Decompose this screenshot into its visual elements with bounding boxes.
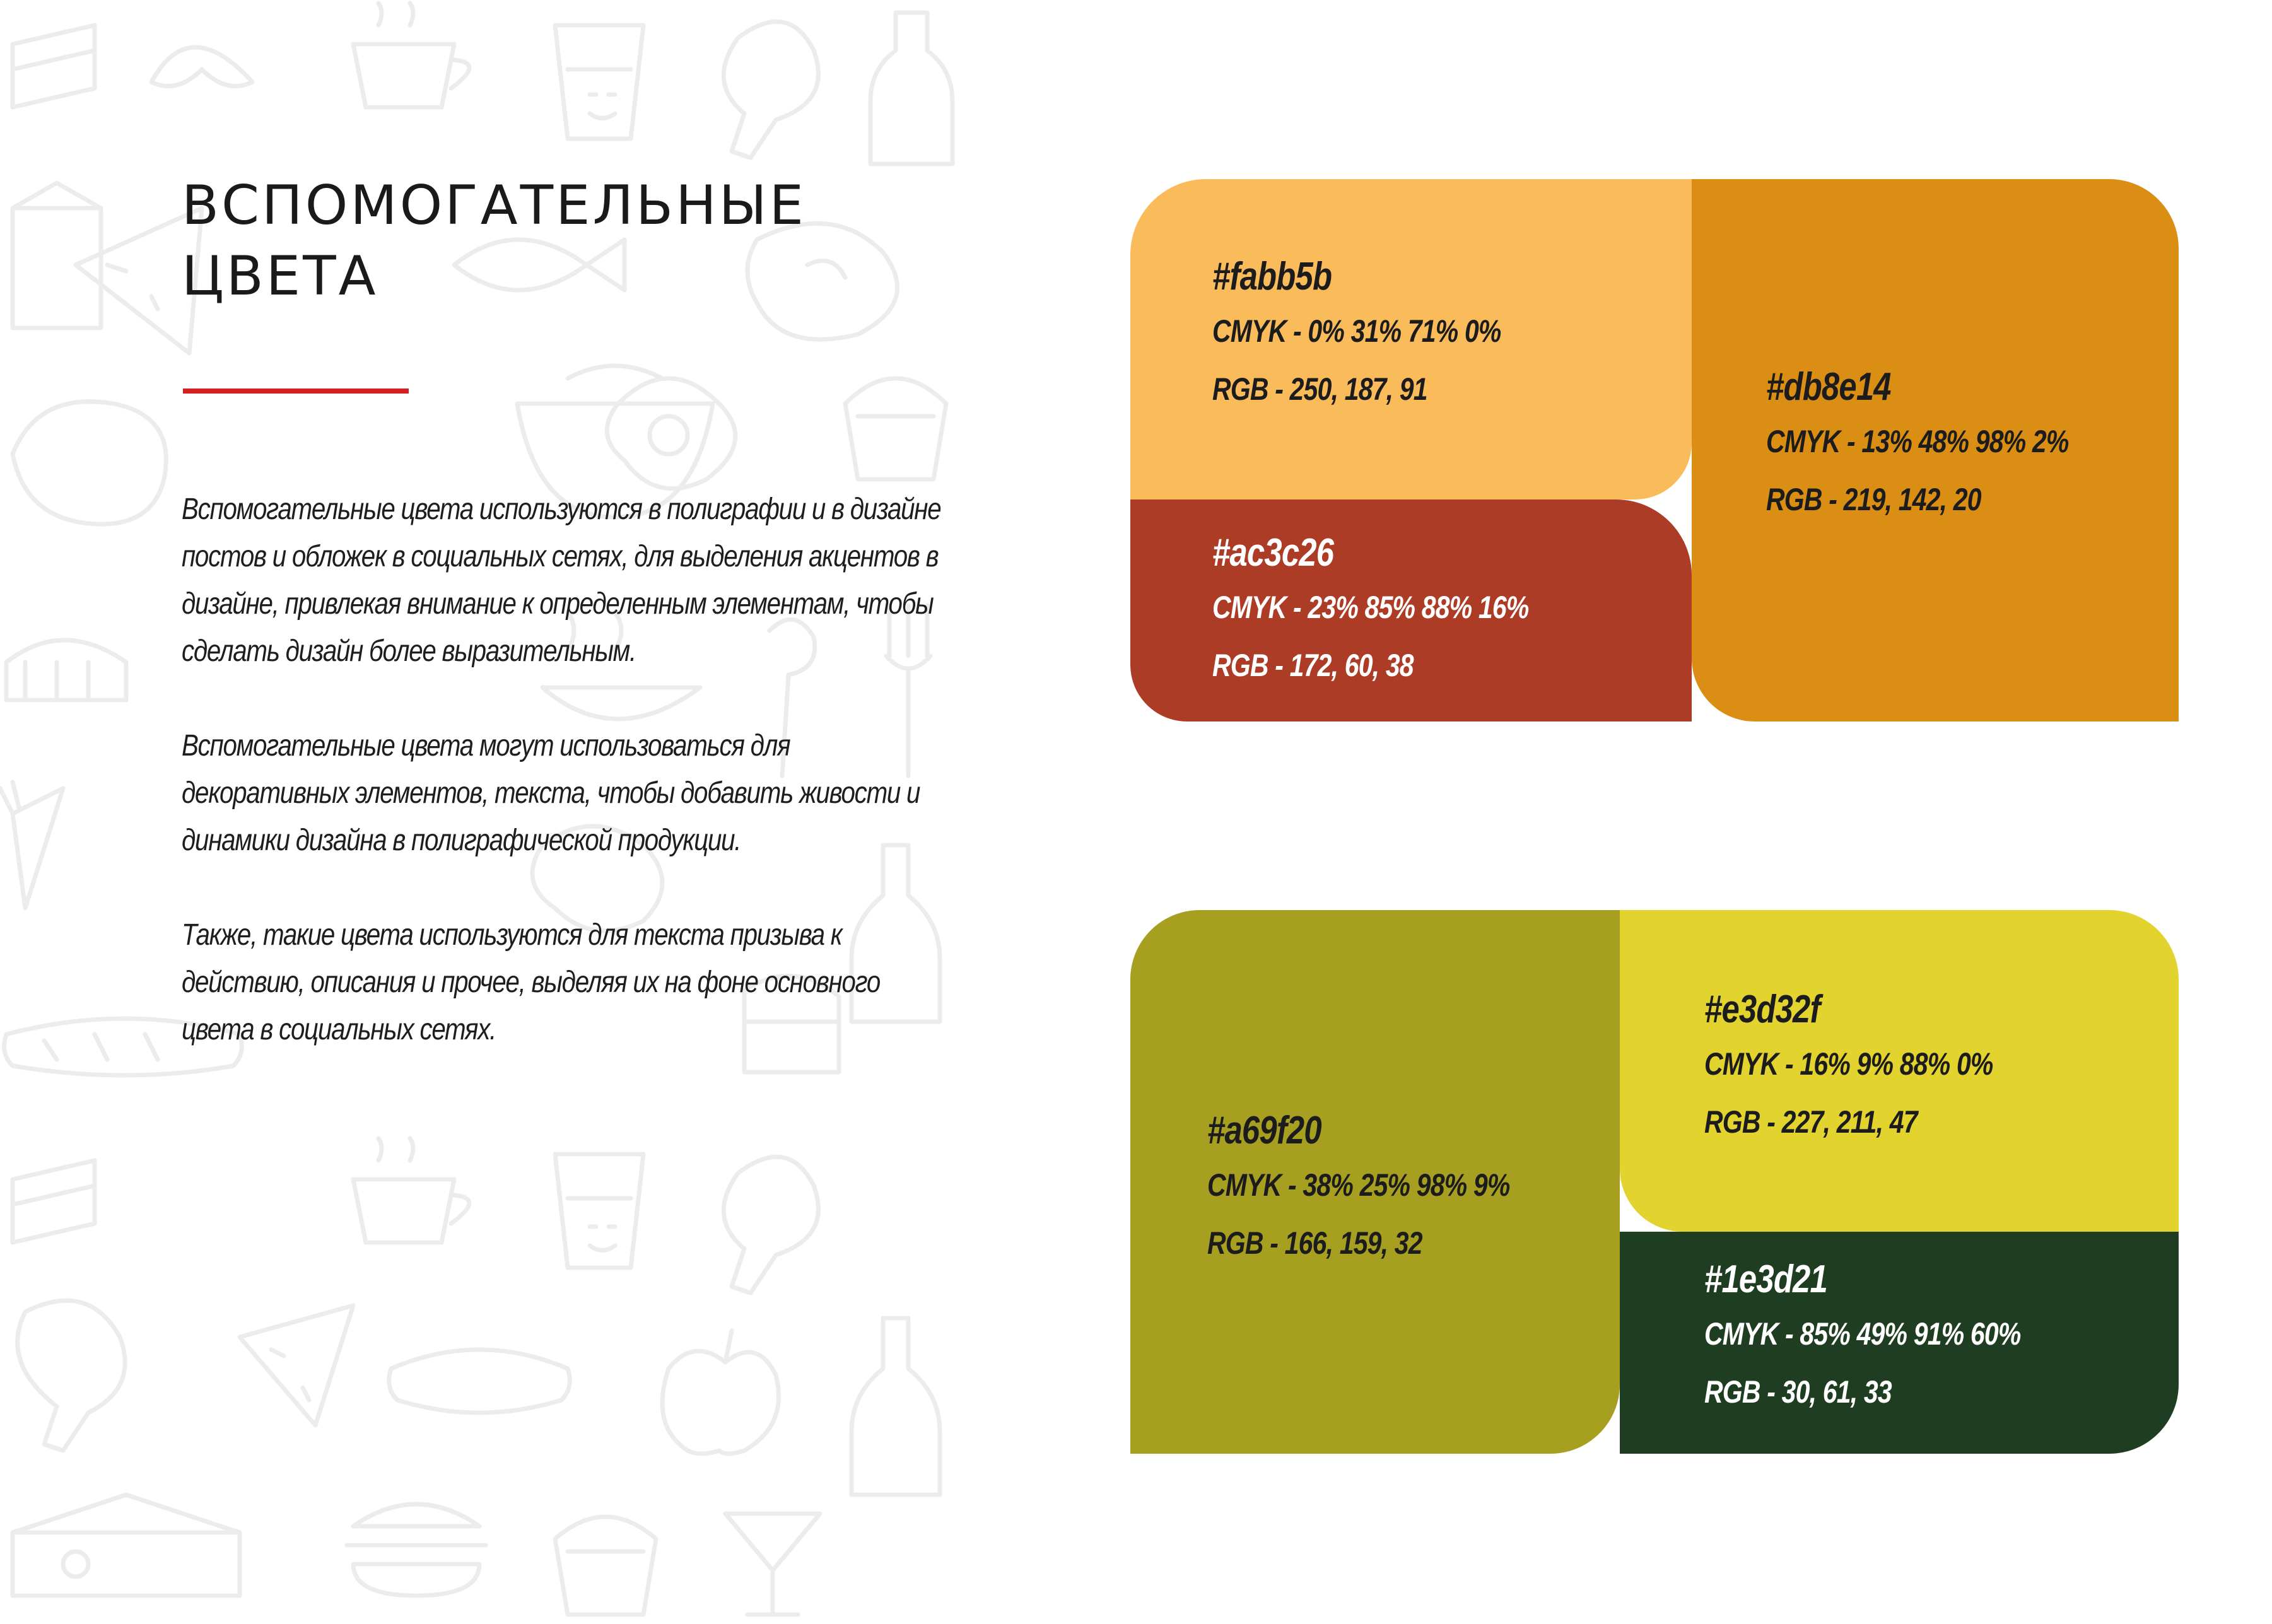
description-paragraph-1: Вспомогательные цвета используются в полиграфии и в дизайне постов и обложек в социальных сетях, для выделения акцентов в дизайне, привлекая внимание к определенным элементам, чтобы сделать дизайн более выразительным. [182, 493, 941, 668]
cupcake-icon-2 [555, 1517, 656, 1615]
swatch-fabb5b [1130, 179, 1692, 499]
cupcake-icon [845, 378, 946, 479]
milk-carton-icon [13, 183, 101, 328]
swatch-rgb: RGB - 219, 142, 20 [1766, 482, 1981, 517]
cake-slice-icon-2 [13, 1160, 95, 1242]
description-paragraph-3: Также, такие цвета используются для текста призыва к действию, описания и прочее, выделяя их на фоне основного цвета в социальных сетях. [182, 918, 880, 1046]
cheese-icon [13, 1495, 240, 1596]
swatch-rgb: RGB - 166, 159, 32 [1207, 1225, 1422, 1261]
swatch-rgb: RGB - 250, 187, 91 [1212, 371, 1427, 407]
chicken-leg-icon [723, 21, 818, 158]
swatch-cmyk: CMYK - 13% 48% 98% 2% [1766, 424, 2069, 459]
swatch-hex: #1e3d21 [1704, 1258, 1827, 1301]
swatch-hex: #db8e14 [1766, 365, 1891, 409]
turkey-leg-icon [18, 1300, 125, 1451]
swatch-1e3d21 [1620, 1232, 2179, 1454]
drink-glass-icon [555, 25, 643, 139]
cocktail-glass-icon [725, 1514, 820, 1615]
swatch-hex: #e3d32f [1704, 988, 1820, 1031]
swatch-a69f20 [1130, 910, 1620, 1454]
swatch-cmyk: CMYK - 38% 25% 98% 9% [1207, 1167, 1510, 1203]
swatch-cmyk: CMYK - 0% 31% 71% 0% [1212, 313, 1501, 349]
page-title-line-2: ЦВЕТА [182, 245, 378, 308]
chicken-leg-icon-2 [723, 1157, 818, 1293]
swatch-hex: #a69f20 [1207, 1109, 1321, 1152]
roast-chicken-icon [13, 402, 166, 524]
drink-glass-icon-2 [555, 1154, 643, 1268]
pizza-slice-icon-2 [240, 1306, 353, 1425]
swatch-hex: #ac3c26 [1212, 531, 1334, 575]
sausage-icon [389, 1350, 570, 1413]
swatch-rgb: RGB - 30, 61, 33 [1704, 1374, 1892, 1410]
swatch-rgb: RGB - 227, 211, 47 [1704, 1104, 1918, 1140]
burger-icon [347, 1504, 486, 1596]
apple-icon [662, 1331, 778, 1454]
title-underline [183, 388, 409, 394]
page-title-line-1: ВСПОМОГАТЕЛЬНЫЕ [182, 174, 807, 237]
page-title [182, 170, 939, 312]
swatch-cmyk: CMYK - 16% 9% 88% 0% [1704, 1046, 1993, 1082]
swatch-ac3c26 [1130, 499, 1692, 721]
croissant-icon [151, 47, 252, 86]
carrot-icon [0, 782, 63, 908]
bottle-icon-2 [852, 1318, 940, 1495]
bottle-icon [870, 13, 952, 164]
bread-basket-icon [6, 640, 126, 700]
swatch-e3d32f [1620, 910, 2179, 1232]
description-text [182, 486, 941, 1101]
swatch-db8e14 [1692, 179, 2179, 721]
coffee-cup-icon-2 [353, 1138, 469, 1242]
swatch-cmyk: CMYK - 23% 85% 88% 16% [1212, 590, 1529, 625]
fried-egg-icon [607, 378, 735, 489]
swatch-hex: #fabb5b [1212, 255, 1332, 298]
description-paragraph-2: Вспомогательные цвета могут использоваться для декоративных элементов, текста, чтобы добавить живости и динамики дизайна в полиграфической продукции. [182, 729, 920, 857]
cake-slice-icon [13, 25, 95, 107]
swatch-rgb: RGB - 172, 60, 38 [1212, 648, 1414, 683]
swatch-cmyk: CMYK - 85% 49% 91% 60% [1704, 1316, 2021, 1352]
coffee-cup-icon [353, 3, 469, 107]
